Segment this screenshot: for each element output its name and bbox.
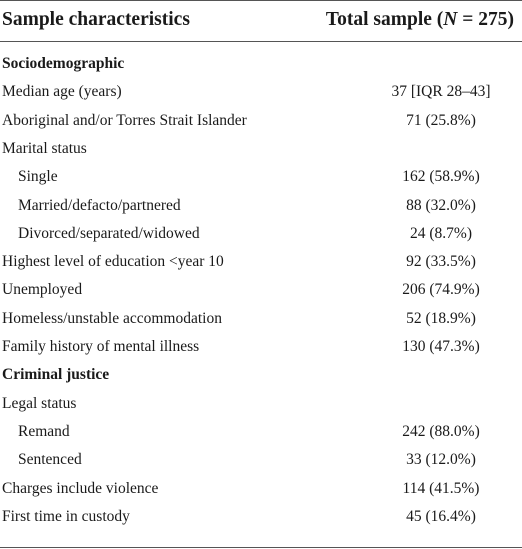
row-label: Single xyxy=(18,168,58,186)
table-row xyxy=(0,475,522,503)
table-row xyxy=(0,276,522,304)
row-value: 37 [IQR 28–43] xyxy=(391,83,491,101)
row-label: Median age (years) xyxy=(2,83,122,101)
table-bottom-rule xyxy=(0,547,522,548)
row-label: Highest level of education <year 10 xyxy=(2,253,224,271)
row-label: Remand xyxy=(18,422,70,440)
table-top-rule xyxy=(0,0,522,1)
row-value: 45 (16.4%) xyxy=(406,507,476,525)
row-value: 130 (47.3%) xyxy=(402,338,480,355)
row-value: 242 (88.0%) xyxy=(402,422,480,440)
table-row xyxy=(0,248,522,276)
table-row xyxy=(0,418,522,446)
row-value: 206 (74.9%) xyxy=(402,281,480,299)
row-label: Family history of mental illness xyxy=(2,338,200,355)
table-row xyxy=(0,503,522,531)
row-value: 52 (18.9%) xyxy=(406,309,476,327)
row-value: 114 (41.5%) xyxy=(402,479,480,497)
row-label: Marital status xyxy=(2,139,87,157)
table-row xyxy=(0,333,522,361)
header-total-sample-n: N xyxy=(443,9,458,30)
header-total-sample xyxy=(326,7,514,33)
table-row xyxy=(0,390,522,418)
table-row xyxy=(0,220,522,248)
row-label: Homeless/unstable accommodation xyxy=(2,309,222,327)
row-value: 92 (33.5%) xyxy=(406,253,476,271)
row-value: 24 (8.7%) xyxy=(410,224,472,242)
row-value: 88 (32.0%) xyxy=(406,196,476,214)
table-row xyxy=(0,107,522,135)
row-value: 162 (58.9%) xyxy=(402,168,480,186)
row-label: Aboriginal and/or Torres Strait Islander xyxy=(2,111,247,129)
row-label: Unemployed xyxy=(2,281,83,299)
section-label: Sociodemographic xyxy=(2,55,125,72)
row-label: First time in custody xyxy=(2,507,130,525)
row-value: 71 (25.8%) xyxy=(406,111,476,129)
table-row xyxy=(0,446,522,474)
section-label: Criminal justice xyxy=(2,366,110,384)
header-sample-characteristics: Sample characteristics xyxy=(2,9,190,30)
header-total-sample-suffix: = 275) xyxy=(457,9,514,30)
table-row xyxy=(0,192,522,220)
row-label: Legal status xyxy=(2,394,77,412)
section-row xyxy=(0,50,522,78)
table-row xyxy=(0,78,522,106)
header-rule xyxy=(0,41,522,42)
table-row xyxy=(0,163,522,191)
row-value: 33 (12.0%) xyxy=(406,451,476,469)
section-row xyxy=(0,361,522,389)
header-total-sample-prefix: Total sample ( xyxy=(325,9,444,30)
row-label: Married/defacto/partnered xyxy=(18,196,181,214)
row-label: Divorced/separated/widowed xyxy=(18,224,200,242)
table-row xyxy=(0,135,522,163)
table-row xyxy=(0,305,522,333)
row-label: Charges include violence xyxy=(2,479,159,497)
row-label: Sentenced xyxy=(18,451,82,469)
